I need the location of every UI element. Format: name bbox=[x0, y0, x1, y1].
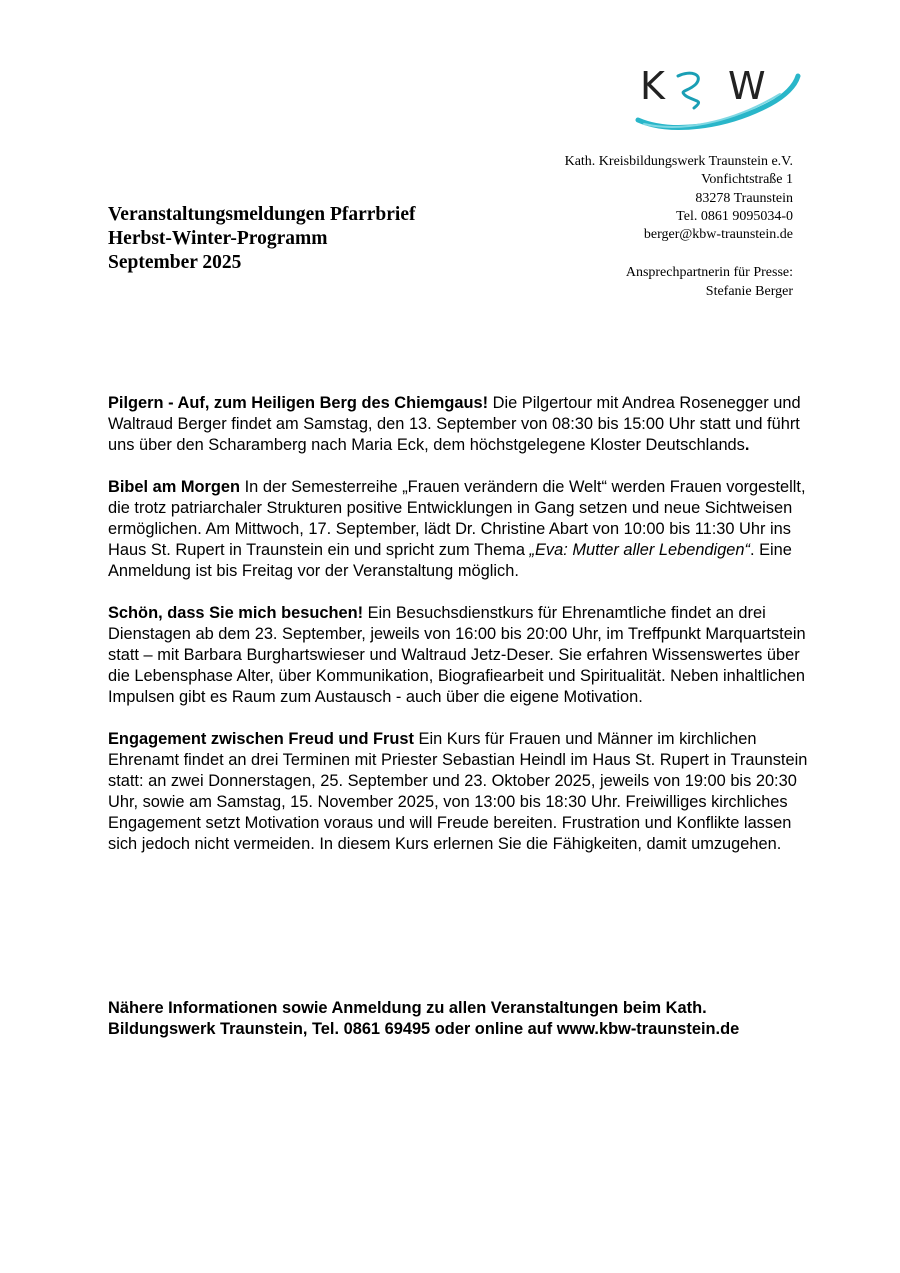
event-heading: Schön, dass Sie mich besuchen! bbox=[108, 604, 364, 622]
event-engagement bbox=[108, 729, 808, 855]
title-line-1: Veranstaltungsmeldungen Pfarrbrief bbox=[108, 204, 416, 225]
footer-info: Nähere Informationen sowie Anmeldung zu allen Veranstaltungen beim Kath. Bildungswerk Traunstein, Tel. 0861 69495 oder online auf www.kbw-traunstein.de bbox=[108, 999, 740, 1038]
phone: Tel. 0861 9095034-0 bbox=[676, 208, 793, 224]
title-line-3: September 2025 bbox=[108, 252, 242, 273]
title-line-2: Herbst-Winter-Programm bbox=[108, 228, 328, 249]
event-bibel bbox=[108, 477, 808, 582]
kbw-logo: K W bbox=[630, 62, 805, 132]
event-list bbox=[108, 393, 808, 876]
event-heading: Engagement zwischen Freud und Frust bbox=[108, 730, 414, 748]
street: Vonfichtstraße 1 bbox=[701, 172, 793, 188]
event-body: Die Pilgertour mit Andrea Rosenegger und Waltraud Berger findet am Samstag, den 13. September von 08:30 bis 15:00 Uhr statt und führt uns über den Scharamberg nach Maria Eck, dem höchstgelegene Kloster Deutschlands bbox=[108, 394, 801, 454]
event-end: . bbox=[744, 436, 750, 454]
event-pilgern bbox=[108, 393, 808, 456]
event-body: In der Semesterreihe „Frauen verändern die Welt“ werden Frauen vorgestellt, die trotz patriarchaler Strukturen positive Entwicklungen in Gang setzen und neue Sichtweisen ermöglichen. Am Mittwoch, 17. September, lädt Dr. Christine Abart von 10:00 bis 11:30 Uhr ins Haus St. Rupert in Traunstein ein und spricht zum Thema bbox=[108, 478, 806, 559]
event-heading: Pilgern - Auf, zum Heiligen Berg des Chiemgaus! bbox=[108, 394, 489, 412]
document-title bbox=[108, 203, 415, 275]
city: 83278 Traunstein bbox=[695, 190, 793, 206]
org-name: Kath. Kreisbildungswerk Traunstein e.V. bbox=[564, 154, 793, 169]
email[interactable]: berger@kbw-traunstein.de bbox=[643, 227, 793, 243]
event-body: Ein Besuchsdienstkurs für Ehrenamtliche findet an drei Dienstagen ab dem 23. September, jeweils von 16:00 bis 20:00 Uhr, im Treffpunkt Marquartstein statt – mit Barbara Burghartswieser und Waltraud Jetz-Deser. Sie erfahren Wissenswertes über die Lebensphase Alter, über Kommunikation, Biografiearbeit und Spiritualität. Neben inhaltlichen Impulsen gibt es Raum zum Austausch - auch über die eigene Motivation. bbox=[108, 604, 806, 706]
event-body: Ein Kurs für Frauen und Männer im kirchlichen Ehrenamt findet an drei Terminen mit Priester Sebastian Heindl im Haus St. Rupert in Traunstein statt: an zwei Donnerstagen, 25. September und 23. Oktober 2025, jeweils von 19:00 bis 20:30 Uhr, sowie am Samstag, 15. November 2025, von 13:00 bis 18:30 Uhr. Freiwilliges kirchliches Engagement setzt Motivation voraus und will Freude bereiten. Frustration und Konflikte lassen sich jedoch nicht vermeiden. In diesem Kurs erlernen Sie die Fähigkeiten, damit umzugehen. bbox=[108, 730, 808, 853]
event-heading: Bibel am Morgen bbox=[108, 478, 241, 496]
event-besuchsdienst bbox=[108, 603, 808, 708]
event-topic: „Eva: Mutter aller Lebendigen“ bbox=[529, 541, 750, 559]
sender-address bbox=[565, 153, 793, 301]
press-contact-name: Stefanie Berger bbox=[705, 283, 793, 299]
event-end: . Eine Anmeldung ist bis Freitag vor der Veranstaltung möglich. bbox=[108, 541, 792, 580]
press-contact-label: Ansprechpartnerin für Presse: bbox=[625, 265, 793, 281]
